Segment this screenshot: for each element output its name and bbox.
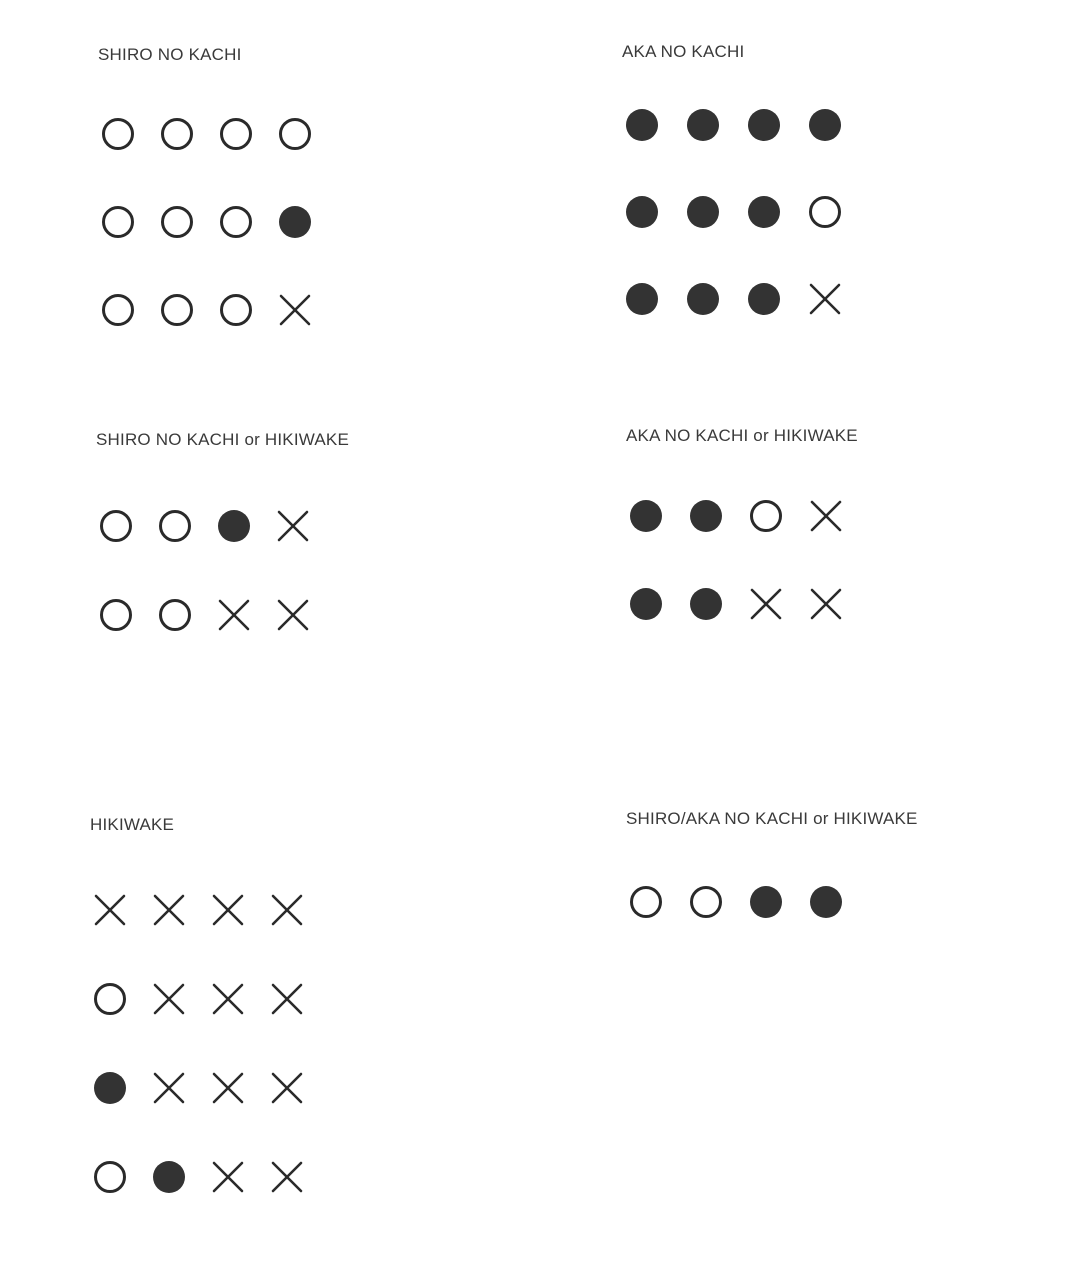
mark-row	[98, 114, 315, 154]
filled-circle-icon	[744, 192, 784, 232]
open-circle-icon	[275, 114, 315, 154]
mark-row	[626, 882, 846, 922]
x-mark-icon	[149, 1068, 189, 1108]
filled-circle-icon	[806, 882, 846, 922]
filled-circle-icon	[275, 202, 315, 242]
mark-row	[622, 105, 845, 145]
mark-row	[98, 202, 315, 242]
mark-row	[96, 506, 313, 546]
group-title: AKA NO KACHI	[622, 42, 745, 61]
x-mark-icon	[208, 1157, 248, 1197]
open-circle-icon	[96, 506, 136, 546]
filled-circle-icon	[626, 584, 666, 624]
filled-circle-icon	[683, 105, 723, 145]
x-mark-icon	[746, 584, 786, 624]
open-circle-icon	[90, 979, 130, 1019]
open-circle-icon	[805, 192, 845, 232]
x-mark-icon	[214, 595, 254, 635]
open-circle-icon	[98, 114, 138, 154]
x-mark-icon	[149, 890, 189, 930]
open-circle-icon	[157, 290, 197, 330]
open-circle-icon	[157, 114, 197, 154]
x-mark-icon	[806, 496, 846, 536]
x-mark-icon	[267, 1068, 307, 1108]
filled-circle-icon	[686, 584, 726, 624]
group-title: SHIRO/AKA NO KACHI or HIKIWAKE	[626, 809, 918, 828]
mark-row	[90, 890, 307, 930]
mark-row	[90, 979, 307, 1019]
filled-circle-icon	[744, 105, 784, 145]
x-mark-icon	[208, 979, 248, 1019]
x-mark-icon	[273, 506, 313, 546]
x-mark-icon	[90, 890, 130, 930]
mark-row	[90, 1157, 307, 1197]
group-title: SHIRO NO KACHI or HIKIWAKE	[96, 430, 349, 449]
filled-circle-icon	[744, 279, 784, 319]
mark-row	[622, 279, 845, 319]
open-circle-icon	[216, 202, 256, 242]
x-mark-icon	[806, 584, 846, 624]
x-mark-icon	[208, 890, 248, 930]
filled-circle-icon	[214, 506, 254, 546]
mark-row	[98, 290, 315, 330]
filled-circle-icon	[90, 1068, 130, 1108]
open-circle-icon	[96, 595, 136, 635]
x-mark-icon	[267, 1157, 307, 1197]
filled-circle-icon	[626, 496, 666, 536]
filled-circle-icon	[686, 496, 726, 536]
filled-circle-icon	[746, 882, 786, 922]
x-mark-icon	[805, 279, 845, 319]
group-title: AKA NO KACHI or HIKIWAKE	[626, 426, 858, 445]
filled-circle-icon	[149, 1157, 189, 1197]
mark-row	[90, 1068, 307, 1108]
open-circle-icon	[98, 202, 138, 242]
open-circle-icon	[746, 496, 786, 536]
filled-circle-icon	[683, 192, 723, 232]
x-mark-icon	[273, 595, 313, 635]
group-title: SHIRO NO KACHI	[98, 45, 242, 64]
filled-circle-icon	[622, 192, 662, 232]
open-circle-icon	[626, 882, 666, 922]
mark-row	[626, 496, 846, 536]
filled-circle-icon	[622, 105, 662, 145]
x-mark-icon	[208, 1068, 248, 1108]
open-circle-icon	[216, 290, 256, 330]
open-circle-icon	[157, 202, 197, 242]
open-circle-icon	[686, 882, 726, 922]
open-circle-icon	[155, 506, 195, 546]
mark-row	[626, 584, 846, 624]
x-mark-icon	[275, 290, 315, 330]
group-title: HIKIWAKE	[90, 815, 175, 834]
x-mark-icon	[267, 979, 307, 1019]
open-circle-icon	[155, 595, 195, 635]
filled-circle-icon	[683, 279, 723, 319]
filled-circle-icon	[805, 105, 845, 145]
mark-row	[622, 192, 845, 232]
open-circle-icon	[90, 1157, 130, 1197]
filled-circle-icon	[622, 279, 662, 319]
open-circle-icon	[98, 290, 138, 330]
mark-row	[96, 595, 313, 635]
x-mark-icon	[149, 979, 189, 1019]
open-circle-icon	[216, 114, 256, 154]
x-mark-icon	[267, 890, 307, 930]
